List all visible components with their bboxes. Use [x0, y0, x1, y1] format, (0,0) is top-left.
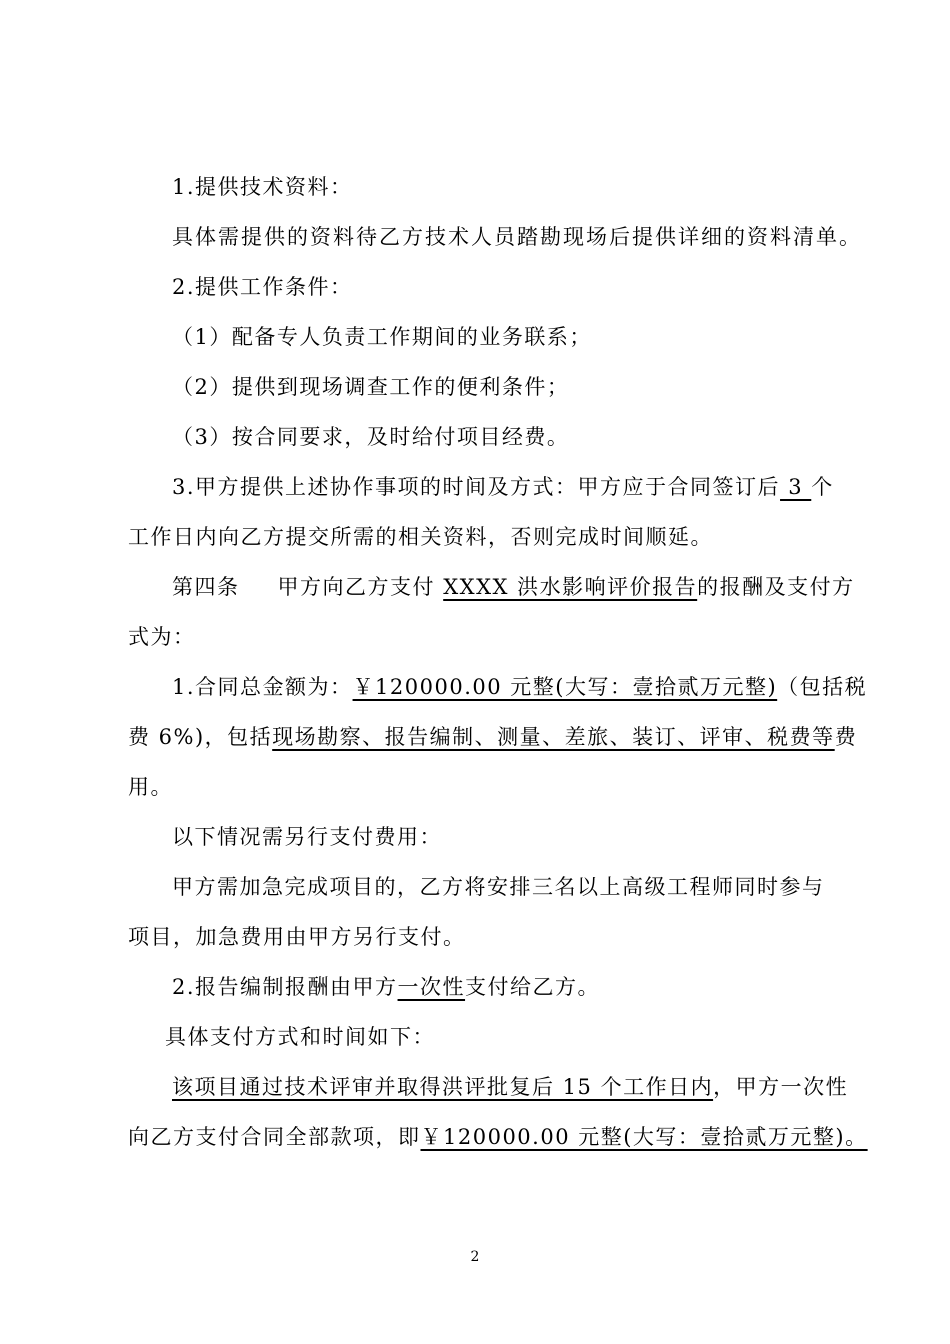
payment-method-amount: ￥120000.00 元整(大写：壹拾贰万元整)。	[420, 1125, 868, 1149]
page-number: 2	[470, 1249, 480, 1265]
item-3-line-1	[172, 472, 834, 502]
item-3-line-2: 工作日内向乙方提交所需的相关资料，否则完成时间顺延。	[128, 525, 713, 549]
extra-fees-line-1: 甲方需加急完成项目的，乙方将安排三名以上高级工程师同时参与	[172, 875, 825, 899]
payment-method-condition: 该项目通过技术评审并取得洪评批复后 15 个工作日内	[172, 1075, 714, 1099]
item-3-post: 个	[811, 475, 834, 499]
item-3-days: 3	[780, 475, 812, 499]
article-4-pre: 甲方向乙方支付	[277, 575, 435, 599]
payment-method-title: 具体支付方式和时间如下：	[165, 1025, 435, 1049]
payment-2-post: 支付给乙方。	[465, 975, 601, 999]
payment-1-post: （包括税	[777, 675, 868, 699]
payment-1-line-2	[128, 722, 857, 752]
article-4-post: 的报酬及支付方	[697, 575, 855, 599]
payment-1-pre: 1.合同总金额为：	[172, 675, 353, 699]
payment-1-line-1	[172, 672, 867, 702]
payment-2-line	[172, 972, 600, 1002]
item-2-sub-3: （3）按合同要求，及时给付项目经费。	[172, 425, 570, 449]
article-4-label: 第四条	[172, 575, 240, 599]
payment-method-line-2	[128, 1122, 868, 1152]
payment-1-scope: 现场勘察、报告编制、测量、差旅、装订、评审、税费等	[272, 725, 835, 749]
item-2-sub-2: （2）提供到现场调查工作的便利条件；	[172, 375, 570, 399]
extra-fees-line-2: 项目，加急费用由甲方另行支付。	[128, 925, 466, 949]
payment-2-pre: 2.报告编制报酬由甲方	[172, 975, 398, 999]
payment-method-line-2-pre: 向乙方支付合同全部款项，即	[128, 1125, 421, 1149]
item-2-title: 2.提供工作条件：	[172, 275, 353, 299]
payment-1-line-2-pre: 费 6%)，包括	[128, 725, 273, 749]
payment-method-line-1	[172, 1072, 848, 1102]
extra-fees-title: 以下情况需另行支付费用：	[172, 825, 442, 849]
payment-1-line-3: 用。	[128, 775, 173, 799]
article-4-line-1	[172, 572, 855, 602]
article-4-subject: XXXX 洪水影响评价报告	[443, 575, 698, 599]
item-1-title: 1.提供技术资料：	[172, 175, 353, 199]
item-2-sub-1: （1）配备专人负责工作期间的业务联系；	[172, 325, 592, 349]
article-4-line-2: 式为：	[128, 625, 196, 649]
payment-1-amount: ￥120000.00 元整(大写：壹拾贰万元整)	[352, 675, 778, 699]
payment-2-mode: 一次性	[397, 975, 466, 999]
payment-1-line-2-post: 费	[834, 725, 858, 749]
item-1-body: 具体需提供的资料待乙方技术人员踏勘现场后提供详细的资料清单。	[172, 225, 862, 249]
payment-method-line-1-post: ，甲方一次性	[713, 1075, 849, 1099]
item-3-pre: 3.甲方提供上述协作事项的时间及方式：甲方应于合同签订后	[172, 475, 781, 499]
